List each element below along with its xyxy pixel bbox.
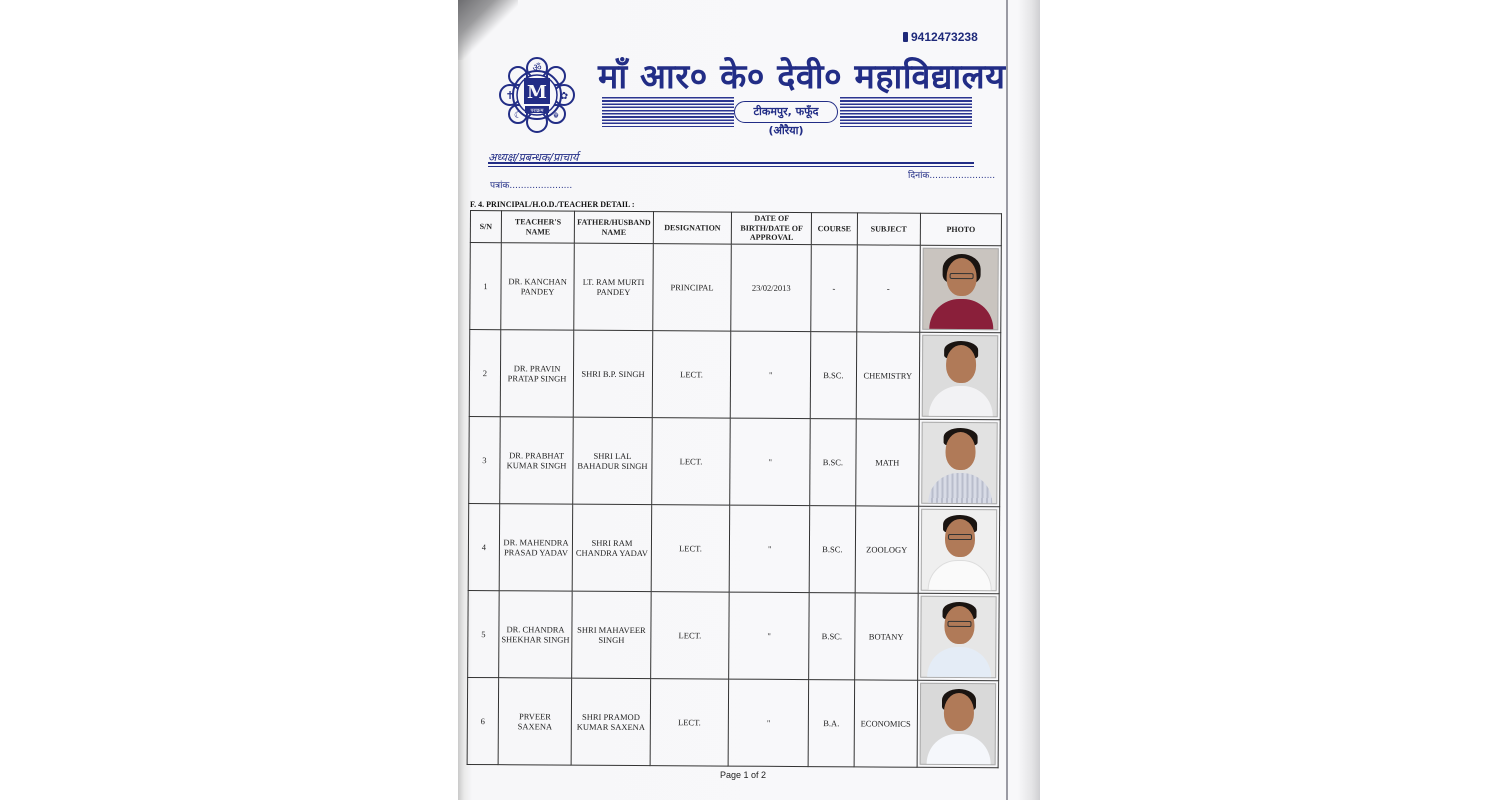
cell-photo [919, 332, 1001, 419]
phone-text: 9412473238 [911, 30, 978, 44]
cell-photo [919, 419, 1001, 506]
cell-teacher-name: DR. PRAVIN PRATAP SINGH [500, 330, 574, 417]
cell-sn: 6 [467, 677, 498, 764]
table-row [469, 416, 1001, 506]
teacher-photo [921, 422, 997, 504]
cell-father-name: SHRI RAM CHANDRA YADAV [572, 504, 651, 591]
cell-designation: LECT. [651, 418, 730, 505]
phone-number [903, 30, 978, 44]
logo-motto: पराक्रम [530, 108, 544, 114]
cell-sn: 4 [468, 503, 499, 590]
cell-teacher-name: DR. CHANDRA SHEKHAR SINGH [499, 591, 573, 678]
cell-subject: CHEMISTRY [856, 332, 920, 419]
cell-date: " [728, 679, 808, 766]
header-course: COURSE [812, 213, 858, 245]
section-title: F. 4. PRINCIPAL/H.O.D./TEACHER DETAIL : [470, 200, 635, 209]
table-row [467, 677, 999, 767]
header-date: DATE OF BIRTH/DATE OF APPROVAL [732, 212, 812, 244]
cell-course: B.SC. [809, 593, 855, 680]
cell-designation: LECT. [650, 592, 729, 679]
cell-course: B.SC. [810, 332, 856, 419]
cell-subject: BOTANY [854, 593, 918, 680]
teacher-detail-table [467, 210, 1002, 768]
table-header-row [470, 211, 1001, 246]
cell-subject: - [856, 245, 920, 332]
svg-text:✿: ✿ [559, 91, 569, 102]
page-edge-line [1006, 0, 1008, 800]
cell-photo [917, 680, 999, 767]
cell-father-name: LT. RAM MURTI PANDEY [574, 243, 653, 330]
cell-date: " [731, 331, 811, 418]
header-rule-thin [488, 166, 974, 167]
table-row [470, 243, 1002, 333]
cell-photo [920, 245, 1002, 332]
svg-text:☬: ☬ [553, 111, 559, 120]
cell-teacher-name: PRVEER SAXENA [498, 678, 572, 765]
cell-date: " [729, 592, 809, 679]
header-subject: SUBJECT [857, 213, 921, 245]
teacher-photo [920, 683, 996, 765]
cell-teacher-name: DR. PRABHAT KUMAR SINGH [500, 417, 574, 504]
college-name: माँ आर० के० देवी० महाविद्यालय [598, 57, 1006, 97]
cell-designation: PRINCIPAL [653, 244, 732, 331]
cell-date: 23/02/2013 [731, 244, 811, 331]
header-hatch-right [840, 97, 972, 127]
cell-father-name: SHRI LAL BAHADUR SINGH [573, 417, 652, 504]
cell-date: " [730, 418, 810, 505]
college-emblem-logo [482, 40, 592, 150]
phone-icon [903, 32, 908, 42]
header-sn: S/N [470, 211, 501, 243]
cell-designation: LECT. [650, 679, 729, 766]
teacher-photo [922, 335, 998, 417]
cell-father-name: SHRI MAHAVEER SINGH [572, 591, 651, 678]
cell-subject: ZOOLOGY [855, 506, 919, 593]
header-photo: PHOTO [920, 213, 1001, 245]
header-father-name: FATHER/HUSBAND NAME [575, 211, 654, 243]
cell-course: B.SC. [810, 419, 856, 506]
cell-course: B.A. [808, 680, 854, 767]
cell-subject: ECONOMICS [854, 680, 918, 767]
header-rule-thick [488, 162, 974, 164]
cell-photo [918, 593, 1000, 680]
teacher-photo [920, 596, 996, 678]
cell-date: " [730, 505, 810, 592]
cell-designation: LECT. [651, 505, 730, 592]
cell-sn: 2 [469, 330, 500, 417]
reference-label: पत्रांक...................... [490, 181, 573, 191]
cell-teacher-name: DR. MAHENDRA PRASAD YADAV [499, 504, 573, 591]
cell-sn: 3 [469, 416, 500, 503]
letterhead-subtitle: अध्यक्ष/प्रबन्धक/प्राचार्य [488, 151, 579, 164]
svg-text:M: M [527, 82, 547, 103]
cell-father-name: SHRI PRAMOD KUMAR SAXENA [571, 678, 650, 765]
svg-text:ॐ: ॐ [532, 63, 542, 74]
table-row [469, 330, 1001, 420]
cell-father-name: SHRI B.P. SINGH [574, 330, 653, 417]
cell-designation: LECT. [652, 331, 731, 418]
header-hatch-left [602, 97, 734, 127]
teacher-photo [922, 248, 998, 330]
header-designation: DESIGNATION [653, 212, 732, 244]
table-row [468, 503, 1000, 593]
table-row [468, 590, 1000, 680]
cell-subject: MATH [855, 419, 919, 506]
cell-course: B.SC. [809, 506, 855, 593]
cell-course: - [811, 245, 857, 332]
header-teacher-name: TEACHER'S NAME [501, 211, 575, 243]
cell-sn: 1 [470, 243, 501, 330]
svg-text:☾: ☾ [513, 111, 523, 121]
cell-teacher-name: DR. KANCHAN PANDEY [501, 243, 575, 330]
date-label: दिनांक....................... [908, 171, 996, 181]
college-address: टीकमपुर, फफूँद (औरैया) [734, 101, 838, 123]
cell-sn: 5 [468, 590, 499, 677]
cell-photo [918, 506, 1000, 593]
teacher-photo [921, 509, 997, 591]
svg-text:✝: ✝ [505, 89, 515, 102]
page-number: Page 1 of 2 [720, 770, 767, 780]
